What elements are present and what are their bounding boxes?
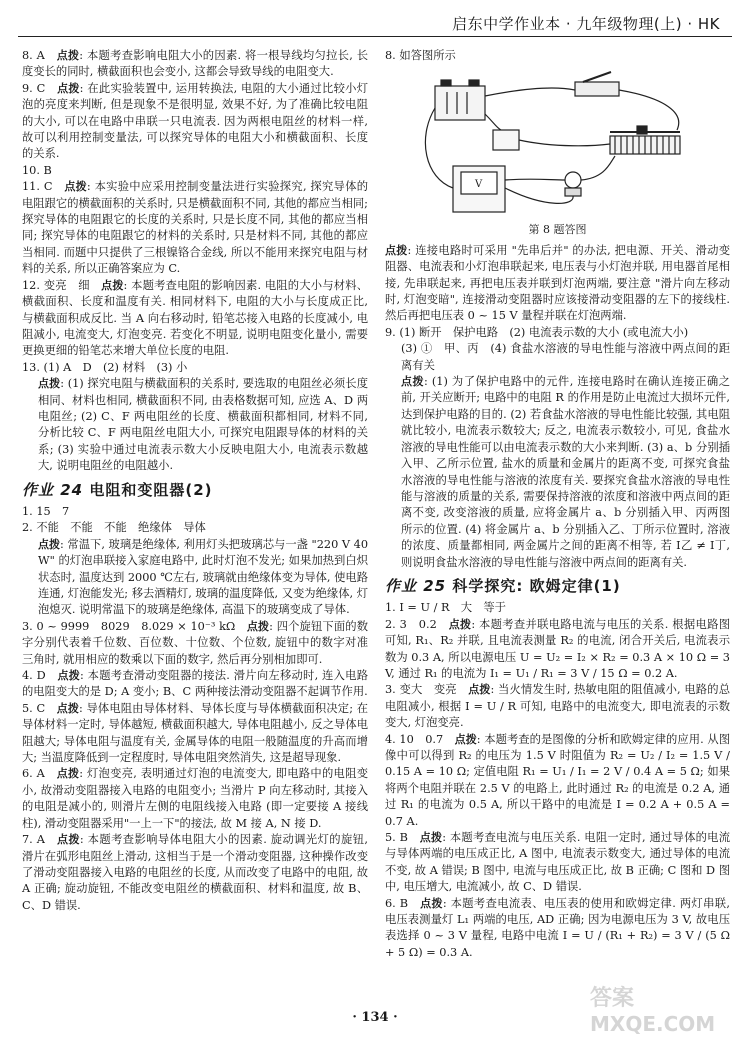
answer-text: : 本题考查电阻的影响因素. 电阻的大小与材料、横截面积、长度和温度有关. 相同材料下, 电阻的大小与长度成正比, 与横截面积成反比. 当 A 向右移动时, 铅笔芯接入电路的长度减小, 电阻减小, 电流变大, 灯泡变亮. 若变化不明显, 说明电阻变化量小, 需要更换更细的铅笔芯来增大单位长度的电阻. <box>22 278 368 358</box>
answer-item <box>385 682 730 731</box>
answer-item <box>385 600 730 616</box>
answer-lead: 8. A <box>22 49 57 62</box>
answer-lead: 9. (1) 断开 保护电路 (2) 电流表示数的大小 (或电流大小) <box>385 325 689 339</box>
hint-label: 点拨 <box>101 278 124 292</box>
hint-label: 点拨 <box>57 833 80 847</box>
left-column <box>22 48 368 914</box>
answer-text: : 连接电路时可采用 "先串后并" 的办法, 把电源、开关、滑动变阻器、电流表和小灯泡串联起来, 电压表与小灯泡并联, 用电器首尾相接, 先串联起来, 再把电压表并联到灯泡两端, 要注意 "滑片向左移动时, 灯泡变暗", 连接滑动变阻器时应该接滑动变阻器的左下的接线柱. 然后再把电压表 0 ~ 15 V 量程并联在灯泡两端. <box>385 243 731 323</box>
answer-lead: 2. 3 0.2 <box>385 617 449 631</box>
answer-lead: (3) ① 甲、丙 (4) 食盐水溶液的导电性能与溶液中两点间的距离有关 <box>401 342 730 372</box>
answer-lead: 6. B <box>385 896 421 910</box>
answer-text: : 当火情发生时, 热敏电阻的阻值减小, 电路的总电阻减小, 根据 I = U / R 可知, 电路中的电流变大, 即电流表的示数变大, 灯泡变亮. <box>385 683 730 730</box>
answer-lead: 4. D <box>22 669 58 683</box>
answer-item <box>385 374 730 571</box>
circuit-figure <box>405 68 705 218</box>
answer-lead: 1. I = U / R 大 等于 <box>385 601 506 615</box>
answer-item <box>22 832 368 914</box>
answer-item <box>22 81 368 163</box>
answer-lead: 6. A <box>22 767 57 781</box>
answer-item <box>22 701 368 767</box>
svg-text:V: V <box>475 179 483 191</box>
watermark-logo <box>582 979 732 1039</box>
answer-lead: 9. C <box>22 81 58 95</box>
answer-lead: 12. 变亮 细 <box>22 278 102 292</box>
answer-item <box>385 341 730 374</box>
answer-item <box>22 376 368 474</box>
hint-label: 点拨 <box>468 683 491 697</box>
answer-item <box>22 520 368 536</box>
answer-lead: 4. 10 0.7 <box>385 732 455 746</box>
answer-item <box>22 766 368 832</box>
answer-item <box>22 48 368 81</box>
header-title: 启东中学作业本 · 九年级物理(上) · HK <box>452 15 720 33</box>
answer-text: : 本题考查影响导体电阻大小的因素. 旋动调光灯的旋钮, 滑片在弧形电阻丝上滑动, 这相当于是一个滑动变阻器, 这种操作改变了滑动变阻器接入电路的电阻丝的长度, 从而改变了电路中的电阻, 故 A 正确; 旋动旋钮, 不能改变电阻丝的横截面积、材料和温度, 故 B、C、D 错误. <box>22 833 368 912</box>
hint-label: 点拨 <box>385 243 408 257</box>
hint-label: 点拨 <box>448 617 472 631</box>
answer-item <box>385 830 730 896</box>
answer-lead: 11. C <box>22 180 65 194</box>
svg-text:答案: 答案 <box>590 986 635 1011</box>
answer-lead: 1. 15 7 <box>22 504 70 518</box>
section-heading-25 <box>385 578 730 594</box>
answer-text: : 本题考查并联电路电流与电压的关系. 根据电路图可知, R₁、R₂ 并联, 且电流表测量 R₂ 的电流, 闭合开关后, 电流表示数为 0.3 A, 所以电源电压 U = U₂ = I₂ × R₂ = 0.3 A × 10 Ω = 3 V, 通过 R₁ 的电流为 I₁ = U₁ / R₁ = 3 V / 15 Ω = 0.2 A. <box>385 617 730 680</box>
answer-lead: 5. C <box>22 701 57 715</box>
hint-label: 点拨 <box>246 619 270 633</box>
answer-item <box>22 163 368 179</box>
answer-lead: 2. 不能 不能 不能 绝缘体 导体 <box>22 521 206 535</box>
hint-label: 点拨 <box>56 767 80 781</box>
hint-label: 点拨 <box>56 701 79 715</box>
answer-item <box>385 243 730 325</box>
hint-label: 点拨 <box>419 831 443 845</box>
section-title: 电阻和变阻器(2) <box>89 480 213 499</box>
answer-item <box>22 619 368 668</box>
answer-lead: 3. 变大 变亮 <box>385 683 469 697</box>
answer-item <box>22 278 368 360</box>
answer-text: : 四个旋钮下面的数字分别代表着千位数、百位数、十位数、个位数, 旋钮中的数字对准三角时, 就用相应的数乘以下面的数字, 然后再分别相加即可. <box>22 619 369 666</box>
answer-item <box>22 504 368 520</box>
answer-lead: 7. A <box>22 833 58 847</box>
hint-label: 点拨 <box>57 669 81 683</box>
right-column <box>385 48 730 961</box>
answer-lead: 5. B <box>385 831 420 845</box>
running-header <box>18 10 732 37</box>
answer-text: : 本实验中应采用控制变量法进行实验探究, 探究导体的电阻跟它的横截面积的关系时, 只是横截面积不同, 其他的都应当相同; 探究导体的电阻跟它的长度的关系时, 只是长度不同, 其他的都应当相同; 探究导体的电阻跟它的材料的关系时, 只是材料不同, 其他的都应当相同. 而题中只提供了三根镍铬合金线, 所以不能用来探究电阻与材料的关系, 所以正确答案应为 C. <box>22 180 369 276</box>
answer-text: : 本题考查影响电阻大小的因素. 将一根导线均匀拉长, 长度变长的同时, 横截面积也会变小, 这都会导致导线的电阻变大. <box>22 49 369 79</box>
hint-label: 点拨 <box>64 180 87 194</box>
hint-label: 点拨 <box>38 537 61 551</box>
answer-item <box>22 179 368 277</box>
answer-text: : 在此实验装置中, 运用转换法, 电阻的大小通过比较小灯泡的亮度来判断, 但是现象不是很明显, 效果不好, 为了准确比较电阻的大小, 可以在电路中串联一只电流表. 因为两根电阻丝的材料一样, 故可以利用控制变量法, 可以探究导体的电阻大小和横截面积、长度的关系. <box>22 81 369 161</box>
answer-text: : 本题考查的是图像的分析和欧姆定律的应用. 从图像中可以得到 R₂ 的电压为 1.5 V 时阻值为 R₂ = U₂ / I₂ = 1.5 V / 0.15 A = 10 Ω; 定值电阻 R₁ = U₁ / I₁ = 2 V / 0.4 A = 5 Ω; 如果将两个电阻并联在 2.5 V 的电路上, 此时通过 R₂ 的电流是 0.2 A, 通过 R₁ 的电流为 0.5 A, 所以干路中的电流是 I = 0.2 A + 0.5 A = 0.7 A. <box>385 732 730 828</box>
section-title: 科学探究: 欧姆定律(1) <box>452 576 621 595</box>
figure-caption: 第 8 题答图 <box>528 223 587 237</box>
answer-text: : 常温下, 玻璃是绝缘体, 利用灯头把玻璃芯与一盏 "220 V 40 W" 的灯泡串联接入家庭电路中, 此时灯泡不发光; 如果加热到白炽状态时, 温度达到 2000 ℃左右, 玻璃就由绝缘体变为导体, 使电路连通, 灯泡能发光; 移去酒精灯, 玻璃的温度降低, 又变为绝缘体, 灯泡熄灭. 说明常温下的玻璃是绝缘体, 高温下的玻璃变成了导体. <box>38 537 369 617</box>
answer-item <box>22 668 368 701</box>
answer-item <box>385 617 730 683</box>
answer-text: : 本题考查滑动变阻器的接法. 滑片向左移动时, 连入电路的电阻变大的是 D; A 变小; B、C 两种接法滑动变阻器不起调节作用. <box>22 669 369 699</box>
hint-label: 点拨 <box>57 81 80 95</box>
answer-item <box>22 360 368 376</box>
section-heading-24 <box>22 482 368 498</box>
answer-lead: 10. B <box>22 163 52 177</box>
answer-lead: 3. 0 ~ 9999 8029 8.029 × 10⁻³ kΩ <box>22 619 247 633</box>
section-label: 作业 25 <box>385 576 447 595</box>
answer-item <box>385 325 730 341</box>
answer-text: : 导体电阻由导体材料、导体长度与导体横截面积决定; 在导体材料一定时, 导体越短, 横截面积越大, 导体电阻越小, 反之导体电阻越大; 导体电阻与温度有关, 金属导体的电阻一般随温度的升高而增大; 当温度降低到一定程度时, 导体电阻突然消失, 这是超导现象. <box>22 701 369 765</box>
hint-label: 点拨 <box>420 896 443 910</box>
circuit-diagram <box>405 68 705 218</box>
hint-label: 点拨 <box>56 49 80 62</box>
answer-lead: 13. (1) A D (2) 材料 (3) 小 <box>22 360 188 374</box>
hint-label: 点拨 <box>401 375 424 389</box>
answer-item <box>385 896 730 962</box>
answer-text: : (1) 为了保护电路中的元件, 连接电路时在确认连接正确之前, 开关应断开; 电路中的电阻 R 的作用是防止电流过大损坏元件, 达到保护电路的目的. (2) 若食盐水溶液的导电性能比较强, 其电阻就比较小, 电流表示数较大; 反之, 电流表示数较小, 可见, 食盐水溶液的导电性能可以由电流表示数的大小来判断. (3) a、b 分别插入甲、乙所示位置, 盐水的质量和金属片的距离不变, 可探究食盐水溶液的导电性能与溶液的浓度有关. 要探究食盐水溶液的导电性能与溶液的质量的关系, 需要保持溶液的浓度和溶液中两点间的距离不变, 改变溶液的质量, 应将金属片 a、b 分别插入甲、丙两图所示的位置. (4) 将金属片 a、b 分别插入乙、丁所示位置时, 溶液的浓度、质量都相同, 两金属片之间的距离不相等, 若 I乙 ≠ I丁, 则说明食盐水溶液的导电性能与溶液中两点间的距离有关. <box>401 375 730 569</box>
answer-text: : (1) 探究电阻与横截面积的关系时, 要选取的电阻丝必须长度相同、材料也相同, 横截面积不同, 由表格数据可知, 应选 A、D 两电阻丝; (2) C、F 两电阻丝的长度、横截面积都相同, 材料不同, 分析比较 C、F 两电阻丝电阻大小, 可探究电阻跟导体的材料的关系; (3) 实验中通过电流表示数大小反映电阻大小, 电流表示数越大, 说明电阻丝的电阻越小. <box>38 377 368 473</box>
section-label: 作业 24 <box>22 480 84 499</box>
page-number: · 134 · <box>352 1010 398 1025</box>
svg-text:MXQE.COM: MXQE.COM <box>590 1012 716 1036</box>
fig-intro: 8. 如答图所示 <box>385 49 456 62</box>
answer-item <box>385 732 730 830</box>
answer-item <box>22 537 368 619</box>
answer-text: : 本题考查电流与电压关系. 电阻一定时, 通过导体的电流与导体两端的电压成正比, A 图中, 电流表示数变大, 通过导体的电流不变, 故 A 错误; B 图中, 电流与电压成正比, 故 B 正确; C 图和 D 图中, 电压增大, 电流减小, 故 C、D 错误. <box>385 831 731 894</box>
answer-text: : 灯泡变亮, 表明通过灯泡的电流变大, 即电路中的电阻变小, 故滑动变阻器接入电路的电阻变小; 当滑片 P 向左移动时, 其接入的电阻是减小的, 则滑片左侧的电阻线接入电路 (即一定要接 A 接线柱), 滑动变阻器采用"一上一下"的接法, 故 M 接 A, N 接 D. <box>22 767 369 830</box>
hint-label: 点拨 <box>38 377 61 391</box>
answer-text: : 本题考查电流表、电压表的使用和欧姆定律. 两灯串联, 电压表测量灯 L₁ 两端的电压, AD 正确; 因为电源电压为 3 V, 故电压表选择 0 ~ 3 V 量程, 电路中电流 I = U / (R₁ + R₂) = 3 V / (5 Ω + 5 Ω) = 0.3 A. <box>385 896 730 959</box>
hint-label: 点拨 <box>454 732 477 746</box>
